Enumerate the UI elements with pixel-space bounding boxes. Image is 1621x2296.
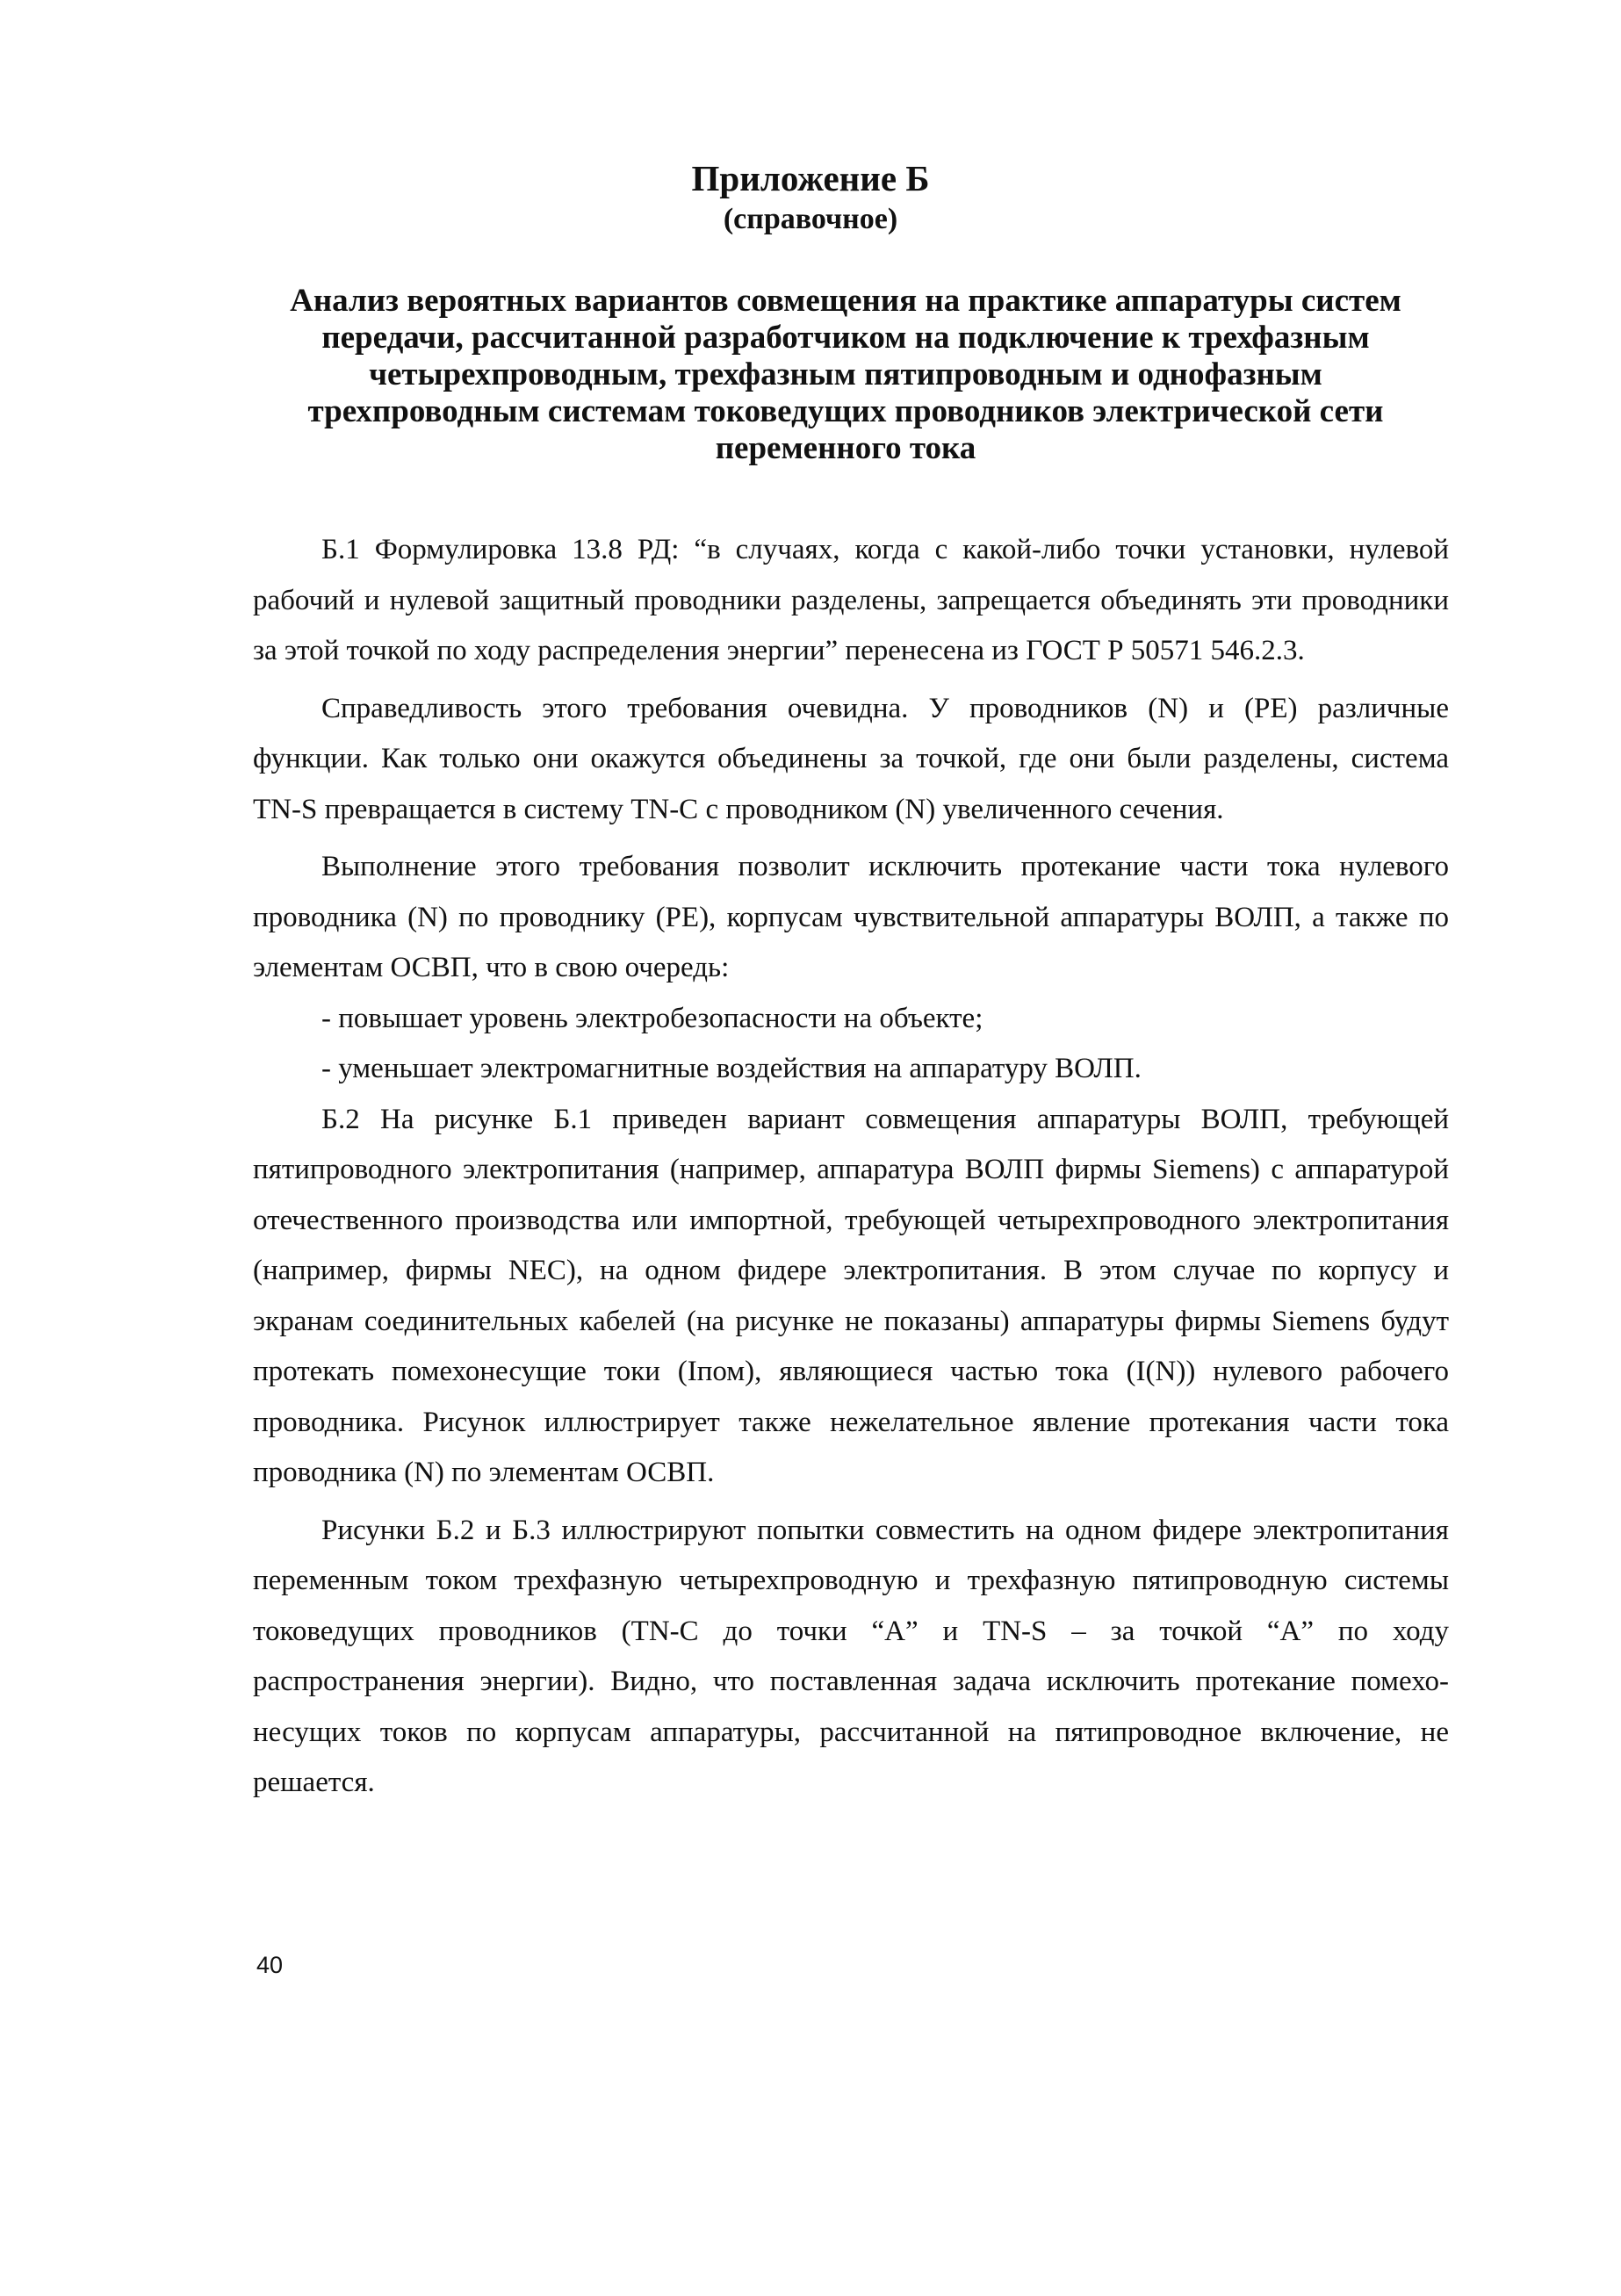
list-item-safety [253, 994, 1449, 1045]
text-line: протекать помехонесущие токи (Iпом), являющиеся частью тока (I(N)) нулевого рабочего [253, 1356, 1449, 1387]
list-item-emc [253, 1044, 1449, 1095]
text-line: (например, фирмы NEC), на одном фидере электропитания. В этом случае по корпусу и [253, 1255, 1449, 1286]
text-line: - повышает уровень электробезопасности на объекте; [321, 1002, 983, 1034]
text-line: за этой точкой по ходу распределения энергии” перенесена из ГОСТ Р 50571 546.2.3. [253, 635, 1305, 666]
text-line: решается. [253, 1767, 375, 1798]
text-line: проводника (N) по проводнику (PE), корпусам чувствительной аппаратуры ВОЛП, а также по [253, 901, 1449, 933]
text-line: Б.1 Формулировка 13.8 РД: “в случаях, когда с какой-либо точки установки, нулевой [321, 534, 1449, 565]
text-line: токоведущих проводников (TN-C до точки “A” и TN-S – за точкой “A” по ходу [253, 1615, 1449, 1647]
text-line: Справедливость этого требования очевидна. У проводников (N) и (PE) различные [321, 692, 1449, 724]
text-line: Рисунки Б.2 и Б.3 иллюстрируют попытки совместить на одном фидере электропитания [321, 1514, 1449, 1546]
heading-line: передачи, рассчитанной разработчиком на подключение к трехфазным [321, 320, 1370, 356]
appendix-note: (справочное) [723, 203, 898, 235]
paragraph-b1 [253, 525, 1449, 677]
paragraph-justification [253, 684, 1449, 836]
text-line: отечественного производства или импортной, требующей четырехпроводного электропитания [253, 1204, 1449, 1236]
paragraph-requirement [253, 842, 1449, 994]
text-line: функции. Как только они окажутся объединены за точкой, где они были разделены, система [253, 743, 1449, 774]
heading-line: Анализ вероятных вариантов совмещения на практике аппаратуры систем [290, 283, 1401, 319]
paragraph-figures [253, 1506, 1449, 1809]
text-line: экранам соединительных кабелей (на рисунке не показаны) аппаратуры фирмы Siemens будут [253, 1305, 1449, 1337]
appendix-heading [246, 283, 1445, 467]
text-line: Б.2 На рисунке Б.1 приведен вариант совмещения аппаратуры ВОЛП, требующей [321, 1103, 1449, 1135]
text-line: пятипроводного электропитания (например, аппаратура ВОЛП фирмы Siemens) с аппаратурой [253, 1154, 1449, 1185]
text-line: Выполнение этого требования позволит исключить протекание части тока нулевого [321, 851, 1449, 882]
heading-line: трехпроводным системам токоведущих проводников электрической сети [307, 393, 1384, 429]
appendix-title: Приложение Б [691, 158, 930, 198]
text-line: распространения энергии). Видно, что поставленная задача исключить протекание помехо- [253, 1666, 1449, 1697]
text-line: элементам ОСВП, что в свою очередь: [253, 952, 730, 983]
heading-line: переменного тока [715, 430, 976, 466]
heading-line: четырехпроводным, трехфазным пятипроводным и однофазным [369, 356, 1322, 392]
text-line: несущих токов по корпусам аппаратуры, рассчитанной на пятипроводное включение, не [253, 1716, 1449, 1748]
text-line: переменным током трехфазную четырехпроводную и трехфазную пятипроводную системы [253, 1565, 1449, 1596]
text-line: проводника. Рисунок иллюстрирует также нежелательное явление протекания части тока [253, 1406, 1449, 1438]
text-line: рабочий и нулевой защитный проводники разделены, запрещается объединять эти проводники [253, 584, 1449, 616]
text-line: - уменьшает электромагнитные воздействия на аппаратуру ВОЛП. [321, 1053, 1142, 1084]
page-number: 40 [256, 1952, 284, 1978]
paragraph-b2 [253, 1095, 1449, 1499]
body-text [253, 525, 1449, 1809]
text-line: проводника (N) по элементам ОСВП. [253, 1457, 715, 1488]
text-line: TN-S превращается в систему TN-C с проводником (N) увеличенного сечения. [253, 793, 1224, 825]
